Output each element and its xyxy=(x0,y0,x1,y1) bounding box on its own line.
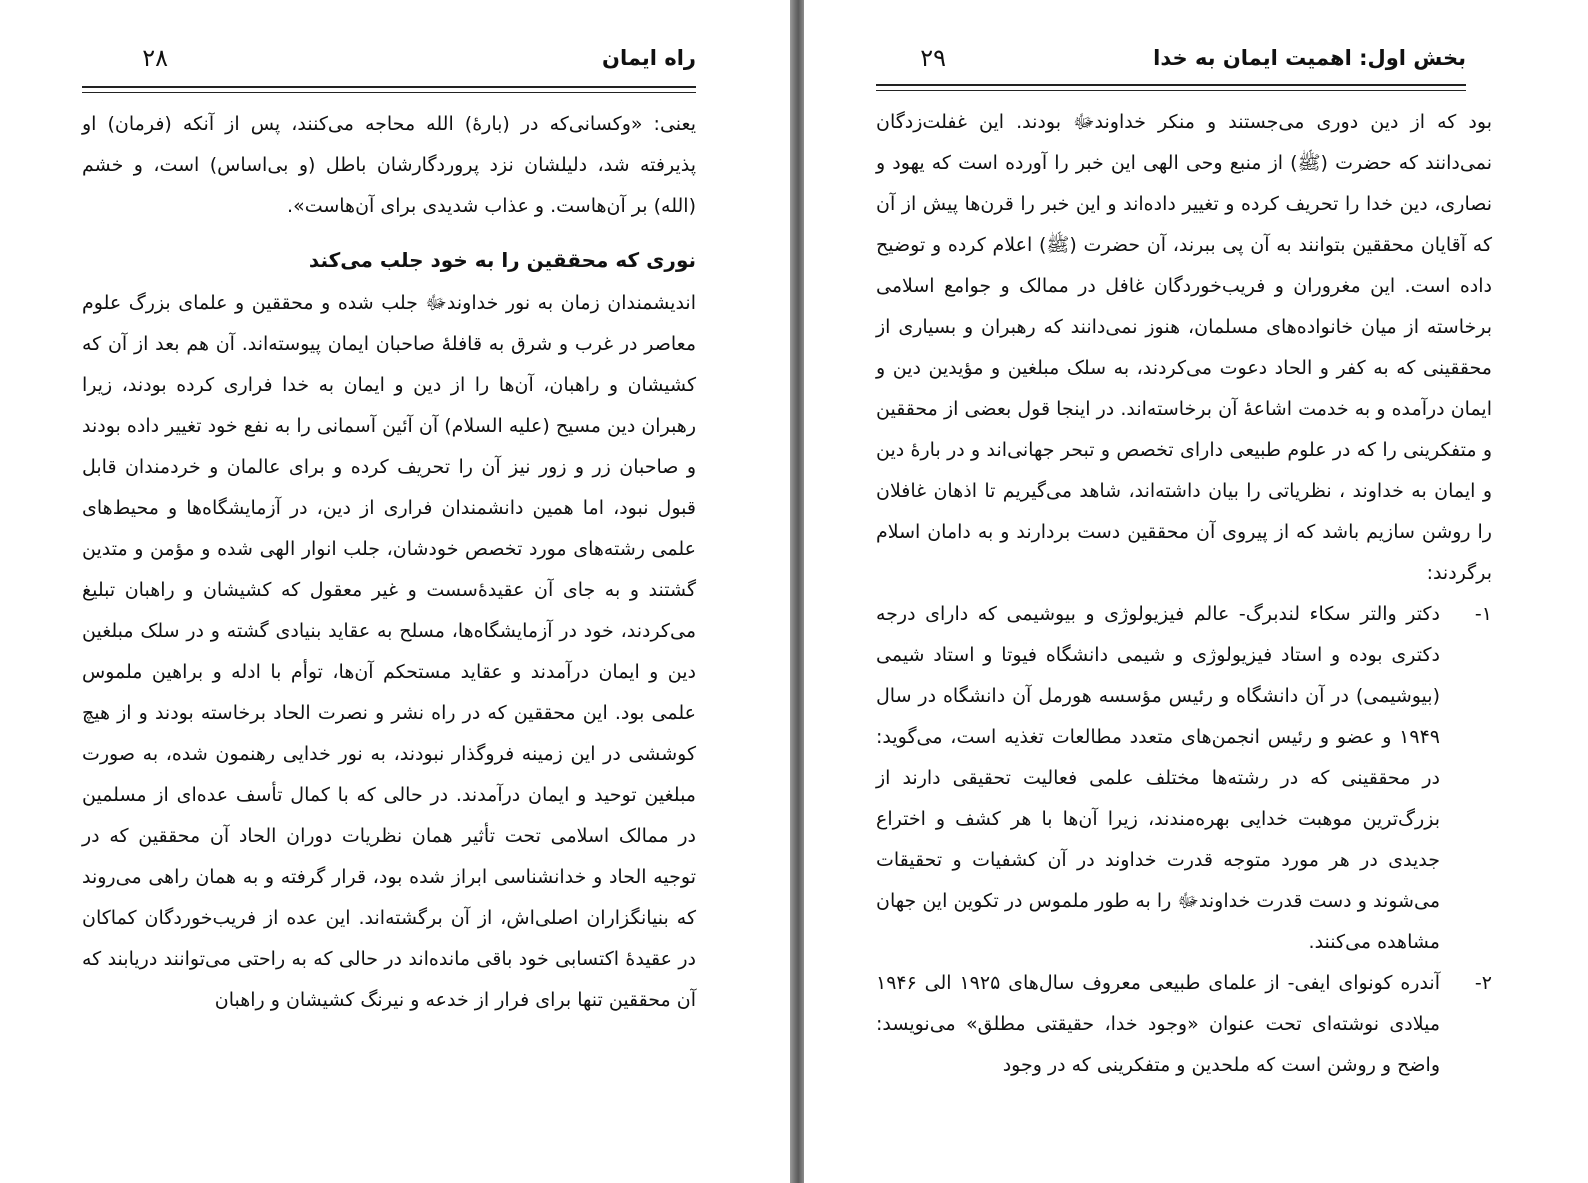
list-item-number: ۱- xyxy=(1474,603,1492,625)
body-paragraph: بود که از دین دوری می‌جستند و منکر خداوندﷻ بودند. این غفلت‌زدگان نمی‌دانند که حضرت (ﷺ) از منبع وحی الهی این خبر را آورده است که یهود و نصاری، دین خدا را تحریف کرده و تغییر داده‌اند و این خبر را قرن‌ها پیش از آن که آقایان محققین بتوانند به آن پی ببرند، آن حضرت (ﷺ) اعلام کرده و توضیح داده است. این مغروران و فریب‌خوردگان غافل در ممالک و جوامع اسلامی برخاسته از میان خانواده‌های مسلمان، هنوز نمی‌دانند که رهبران و بسیاری از محققینی که به کفر و الحاد دعوت می‌کردند، به سلک مبلغین و مؤیدین دین و ایمان درآمده و به خدمت اشاعۀ آن برخاسته‌اند. در اینجا قول بعضی از محققین و متفکرینی را که در علوم طبیعی دارای تخصص و تبحر جهانی‌اند و در بارۀ دین و ایمان به خداوند ، نظریاتی را بیان داشته‌اند، شاهد می‌گیریم تا اذهان غافلان را روشن سازیم باشد که از پیروی آن محققین دست بردارند و به دامان اسلام برگردند: xyxy=(876,111,1492,584)
right-page-body xyxy=(876,102,1492,1086)
body-paragraph: اندیشمندان زمان به نور خداوندﷻ جلب شده و محققین و علمای بزرگ علوم معاصر در غرب و شرق به قافلۀ صاحبان ایمان پیوسته‌اند. آن هم بعد از آن که کشیشان و راهبان، آن‌ها را از دین و ایمان به خدا فراری کرده بودند، زیرا رهبران دین مسیح (علیه السلام) آن آئین آسمانی را به نفع خود تغییر داده بودند و صاحبان زر و زور نیز آن را تحریف کرده و برای عالمان و خردمندان قابل قبول نبود، اما همین دانشمندان فراری از دین، در آزمایشگاه‌ها و محیط‌های علمی رشته‌های مورد تخصص خودشان، جلب انوار الهی شده و مؤمن و متدین گشتند و به جای آن عقیدۀسست و غیر معقول که کشیشان و راهبان تبلیغ می‌کردند، خود در آزمایشگاه‌ها، مسلح به عقاید بنیادی گشته و در سلک مبلغین دین و ایمان درآمدند و عقاید مستحکم آن‌ها، توأم با ادله و براهین ملموس علمی بود. این محققین که در راه نشر و نصرت الحاد برخاسته بودند و از هیچ کوششی در این زمینه فروگذار نبودند، به نور خدایی رهنمون شده، به صورت مبلغین توحید و ایمان درآمدند. در حالی که با کمال تأسف عده‌ای از مسلمین در ممالک اسلامی تحت تأثیر همان نظریات دوران الحاد آن محققین که در توجیه الحاد و خدانشناسی ابراز شده بود، قرار گرفته و به همان راهی می‌روند که بنیانگزاران اصلی‌اش، از آن برگشته‌اند. این عده از فریب‌خوردگان کماکان در عقیدۀ اکتسابی خود باقی مانده‌اند در حالی که به راحتی می‌توانند دریابند که آن محققین تنها برای فرار از خدعه و نیرنگ کشیشان و راهبان xyxy=(82,292,696,1011)
right-page-header xyxy=(880,44,1466,78)
right-header-rule-thin xyxy=(876,90,1466,91)
section-heading: نوری که محققین را به خود جلب می‌کند xyxy=(308,248,696,272)
left-page-body xyxy=(82,104,696,1021)
quran-translation-paragraph: یعنی: «وکسانی‌که در (بارۀ) الله محاجه می‌کنند، پس از آنکه (فرمان) او پذیرفته شد، دلیلشان نزد پروردگارشان باطل (و بی‌اساس) است، و خشم (الله) بر آن‌هاست. و عذاب شدیدی برای آن‌هاست». xyxy=(82,113,696,217)
left-header-rule-thin xyxy=(82,92,696,93)
left-page-header-title: راه ایمان xyxy=(602,46,696,70)
right-page-header-title: بخش اول: اهمیت ایمان به خدا xyxy=(1153,46,1466,70)
list-item xyxy=(876,594,1492,963)
right-header-rule xyxy=(876,84,1466,86)
list-item xyxy=(876,963,1492,1086)
list-item-text: دکتر والتر سکاء لندبرگ- عالم فیزیولوژی و بیوشیمی که دارای درجه دکتری بوده و استاد فیزیولوژی و شیمی دانشگاه فیوتا و استاد شیمی (بیوشیمی) در آن دانشگاه و رئیس مؤسسه هورمل آن دانشگاه در سال ۱۹۴۹ و عضو و رئیس انجمن‌های متعدد مطالعات تغذیه است، می‌گوید: در محققینی که در رشته‌ها مختلف علمی فعالیت تحقیقی دارند از بزرگ‌ترین موهبت خدایی بهره‌مندند، زیرا آن‌ها با هر کشف و اختراع جدیدی در هر مورد متوجه قدرت خداوند در آن کشفیات و تحقیقات می‌شوند و دست قدرت خداوندﷻ را به طور ملموس در تکوین این جهان مشاهده می‌کنند. xyxy=(876,603,1440,953)
right-page xyxy=(804,0,1588,1183)
left-page-header xyxy=(82,44,696,78)
list-item-text: آندره کونوای ایفی- از علمای طبیعی معروف سال‌های ۱۹۲۵ الی ۱۹۴۶ میلادی نوشته‌ای تحت عنوان «وجود خدا، حقیقتی مطلق» می‌نویسد: واضح و روشن است که ملحدین و متفکرینی که در وجود xyxy=(876,972,1440,1076)
list-item-number: ۲- xyxy=(1474,972,1492,994)
book-spine-gutter xyxy=(790,0,804,1183)
left-page-number: ۲۸ xyxy=(142,44,168,72)
right-page-number: ۲۹ xyxy=(920,44,946,72)
left-header-rule xyxy=(82,86,696,88)
